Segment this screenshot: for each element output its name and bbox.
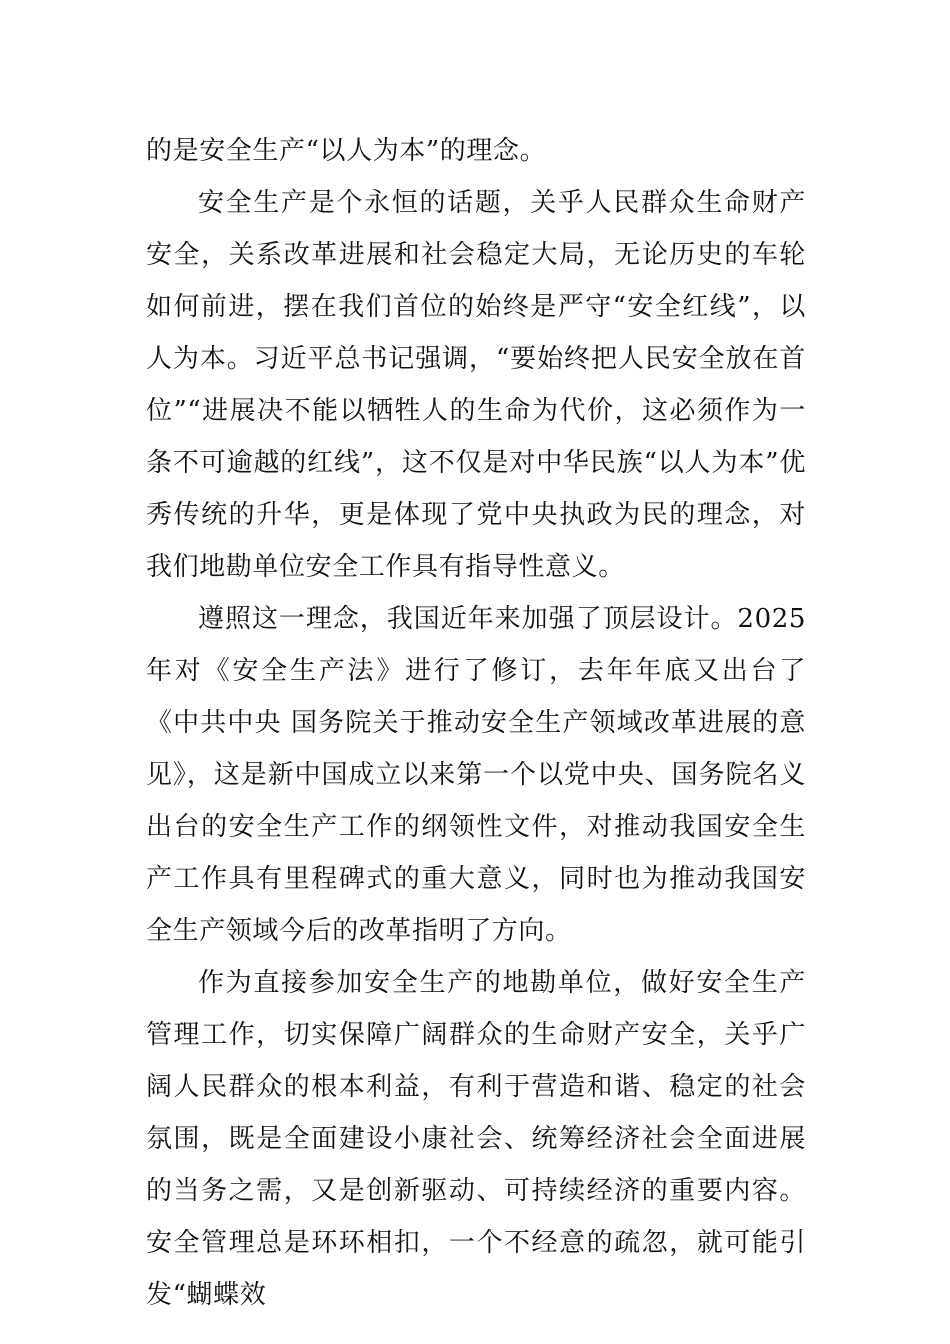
paragraph-continuation: 的是安全生产“以人为本”的理念。 [146, 136, 547, 166]
document-body [146, 125, 806, 1321]
paragraph-geological-unit: 作为直接参加安全生产的地勘单位，做好安全生产管理工作，切实保障广阔群众的生命财产安全，关乎广阔人民群众的根本利益，有利于营造和谐、稳定的社会氛围，既是全面建设小康社会、统筹经济社会全面进展的当务之需，又是创新驱动、可持续经济的重要内容。安全管理总是环环相扣，一个不经意的疏忽，就可能引发“蝴蝶效 [146, 968, 806, 1310]
paragraph-top-level-design: 遵照这一理念，我国近年来加强了顶层设计。2025年对《安全生产法》进行了修订，去年年底又出台了《中共中央 国务院关于推动安全生产领域改革进展的意见》，这是新中国成立以来第一个以党中央、国务院名义出台的安全生产工作的纲领性文件，对推动我国安全生产工作具有里程碑式的重大意义，同时也为推动我国安全生产领域今后的改革指明了方向。 [146, 604, 806, 946]
paragraph-safety-topic: 安全生产是个永恒的话题，关乎人民群众生命财产安全，关系改革进展和社会稳定大局，无论历史的车轮如何前进，摆在我们首位的始终是严守“安全红线”，以人为本。习近平总书记强调，“要始终把人民安全放在首位”“进展决不能以牺牲人的生命为代价，这必须作为一条不可逾越的红线”，这不仅是对中华民族“以人为本”优秀传统的升华，更是体现了党中央执政为民的理念，对我们地勘单位安全工作具有指导性意义。 [146, 188, 806, 582]
